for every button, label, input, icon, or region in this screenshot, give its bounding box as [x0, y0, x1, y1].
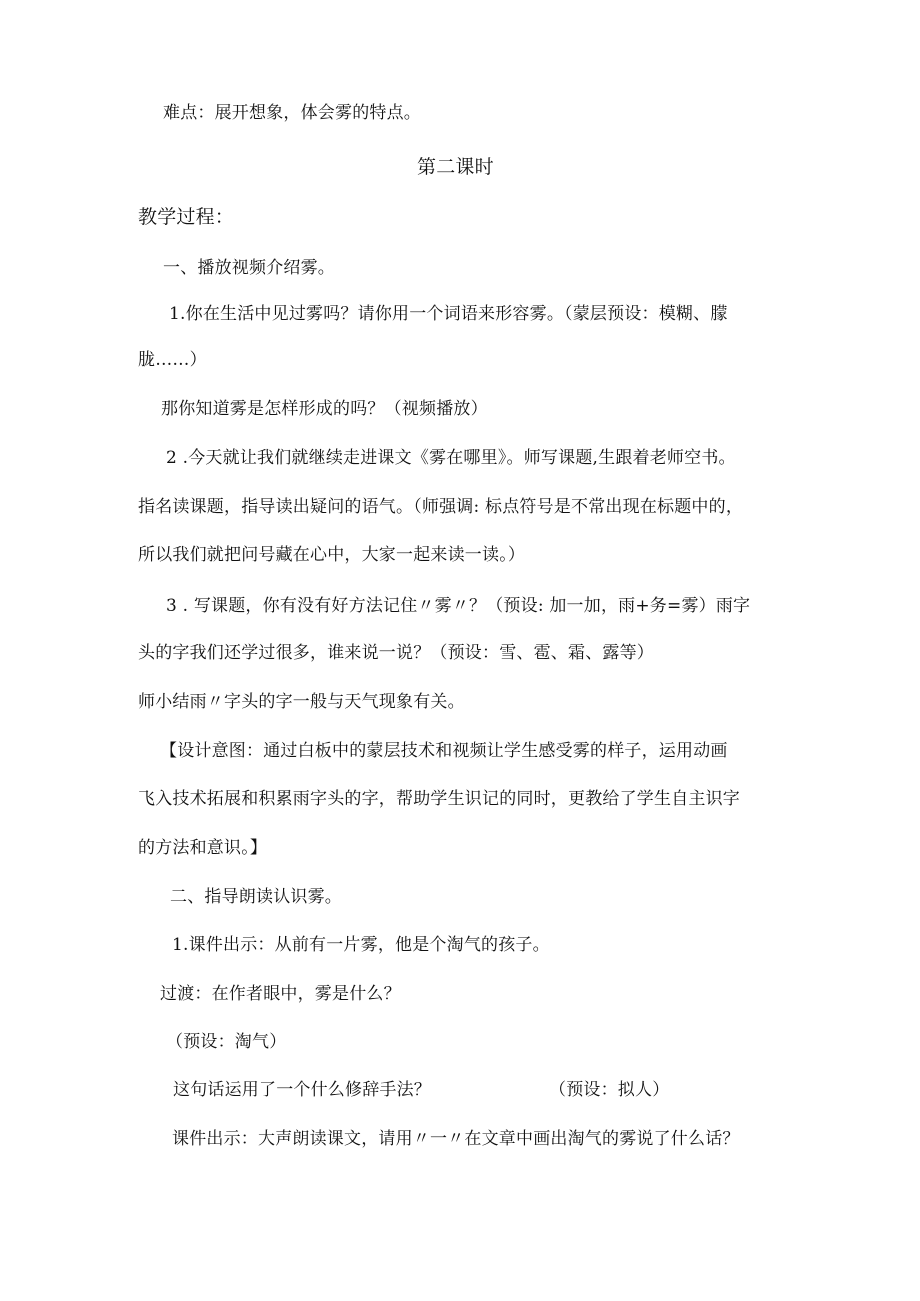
- rhetoric-question: 这句话运用了一个什么修辞手法？: [173, 1080, 431, 1100]
- difficulty-line: 难点：展开想象，体会雾的特点。: [163, 103, 421, 123]
- section1-item3-line2: 头的字我们还学过很多，谁来说一说？（预设：雪、雹、霜、露等）: [138, 643, 654, 663]
- design-intent-line3: 的方法和意识。】: [138, 838, 268, 858]
- section1-item1-line1: 1.你在生活中见过雾吗？请你用一个词语来形容雾。（蒙层预设：模糊、朦: [169, 304, 728, 324]
- section1-item3-line3: 师小结雨〃字头的字一般与天气现象有关。: [138, 692, 465, 712]
- lesson-title: 第二课时: [417, 156, 494, 178]
- section2-transition: 过渡：在作者眼中，雾是什么？: [160, 984, 401, 1004]
- section2-question-line: [173, 1078, 669, 1102]
- section1-heading: 一、播放视频介绍雾。: [163, 258, 335, 278]
- section2-preset1: （预设：淘气）: [166, 1032, 287, 1052]
- section1-item2-line2: 指名读课题，指导读出疑问的语气。（师强调: 标点符号是不常出现在标题中的，: [138, 497, 744, 517]
- section2-item1: 1.课件出示：从前有一片雾，他是个淘气的孩子。: [172, 935, 550, 955]
- rhetoric-preset: （预设：拟人）: [549, 1080, 670, 1100]
- design-intent-line2: 飞入技术拓展和积累雨字头的字，帮助学生识记的同时，更教给了学生自主识字: [138, 789, 740, 809]
- section1-item1-line2: 胧……）: [138, 350, 207, 370]
- section1-item2-line1: 2 .今天就让我们就继续走进课文《雾在哪里》。师写课题,生跟着老师空书。: [166, 448, 736, 468]
- section2-courseware: 课件出示：大声朗读课文，请用〃一〃在文章中画出淘气的雾说了什么话？: [172, 1129, 740, 1149]
- section1-item3-line1: 3 . 写课题，你有没有好方法记住〃雾〃？（预设: 加一加，雨+务=雾）雨字: [166, 596, 751, 616]
- design-intent-line1: 【设计意图：通过白板中的蒙层技术和视频让学生感受雾的样子，运用动画: [160, 741, 728, 761]
- section1-item2-line3: 所以我们就把问号藏在心中，大家一起来读一读。）: [138, 545, 526, 565]
- section1-item1-follow: 那你知道雾是怎样形成的吗？（视频播放）: [161, 399, 488, 419]
- section2-heading: 二、指导朗读认识雾。: [170, 887, 342, 907]
- process-heading: 教学过程：: [138, 206, 235, 228]
